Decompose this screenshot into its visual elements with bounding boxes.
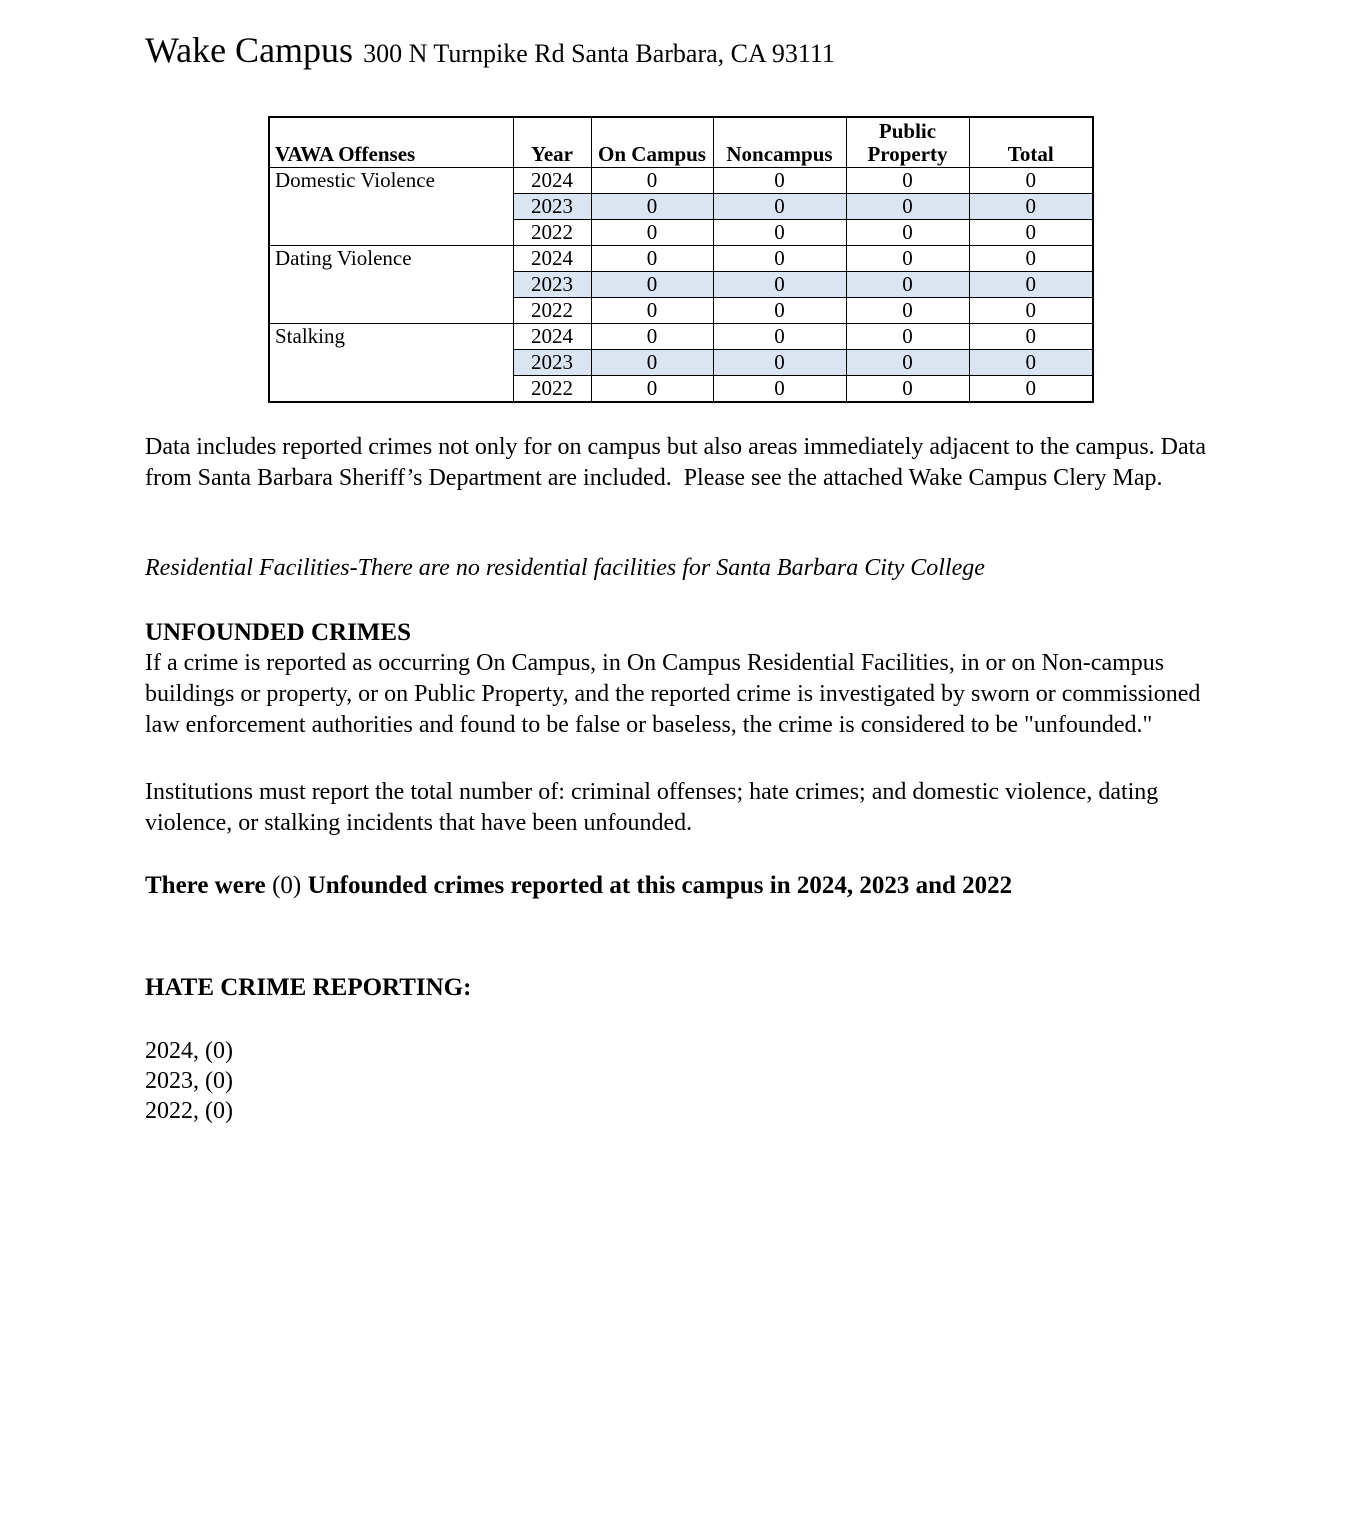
unfounded-definition: If a crime is reported as occurring On Campus, in On Campus Residential Facilities, in or on Non-campus buildings or property, or on Public Property, and the reported crime is investigated by sworn or commissioned law enforcement authorities and found to be false or baseless, the crime is considered to be "unfounded." [145,649,1201,738]
column-header-public-property: Public Property [846,117,969,167]
table-row [269,323,1093,349]
count-cell: 0 [846,271,969,297]
offense-cell-domestic-violence: Domestic Violence [269,167,513,245]
hate-crime-entry: 2024, (0) [145,1037,233,1064]
year-cell: 2023 [513,193,591,219]
count-cell: 0 [846,297,969,323]
column-header-total: Total [969,117,1093,167]
column-header-year: Year [513,117,591,167]
count-cell: 0 [969,375,1093,402]
count-cell: 0 [846,193,969,219]
column-header-vawa-offenses: VAWA Offenses [269,117,513,167]
count-cell: 0 [969,167,1093,193]
unfounded-statement [145,870,1212,901]
campus-name: Wake Campus [145,30,354,70]
column-header-on-campus: On Campus [591,117,713,167]
hate-crime-entry: 2022, (0) [145,1097,233,1124]
count-cell: 0 [713,219,846,245]
count-cell: 0 [969,349,1093,375]
year-cell: 2024 [513,167,591,193]
vawa-table-container [268,116,1212,403]
table-row [269,245,1093,271]
campus-address: 300 N Turnpike Rd Santa Barbara, CA 93111 [363,39,835,68]
statement-prefix: There were [145,871,266,899]
statement-count: (0) [272,871,302,899]
count-cell: 0 [969,219,1093,245]
offense-cell-dating-violence: Dating Violence [269,245,513,323]
vawa-offenses-table [268,116,1094,403]
year-cell: 2024 [513,323,591,349]
year-cell: 2024 [513,245,591,271]
statement-suffix: Unfounded crimes reported at this campus in 2024, 2023 and 2022 [307,871,1013,899]
offense-cell-stalking: Stalking [269,323,513,402]
count-cell: 0 [591,349,713,375]
residential-note: Residential Facilities-There are no residential facilities for Santa Barbara City College [145,554,985,581]
table-header-row [269,117,1093,167]
count-cell: 0 [969,297,1093,323]
count-cell: 0 [846,167,969,193]
count-cell: 0 [591,245,713,271]
unfounded-crimes-heading: UNFOUNDED CRIMES [145,618,411,646]
hate-crime-entry: 2023, (0) [145,1067,233,1094]
count-cell: 0 [591,297,713,323]
count-cell: 0 [591,193,713,219]
count-cell: 0 [846,323,969,349]
data-note: Data includes reported crimes not only for on campus but also areas immediately adjacent to the campus. Data from Santa Barbara Sheriff’s Department are included. Please see the attached Wake Campus Clery Map. [145,433,1212,491]
count-cell: 0 [969,323,1093,349]
count-cell: 0 [713,271,846,297]
year-cell: 2022 [513,219,591,245]
year-cell: 2022 [513,375,591,402]
hate-crime-entries [145,1036,1212,1126]
count-cell: 0 [591,219,713,245]
count-cell: 0 [713,245,846,271]
count-cell: 0 [969,193,1093,219]
count-cell: 0 [591,271,713,297]
year-cell: 2023 [513,349,591,375]
count-cell: 0 [969,245,1093,271]
count-cell: 0 [713,323,846,349]
count-cell: 0 [846,219,969,245]
count-cell: 0 [969,271,1093,297]
count-cell: 0 [846,375,969,402]
table-row [269,167,1093,193]
count-cell: 0 [713,167,846,193]
year-cell: 2023 [513,271,591,297]
page-title [145,28,1212,80]
count-cell: 0 [713,375,846,402]
hate-crime-heading: HATE CRIME REPORTING: [145,973,472,1001]
count-cell: 0 [591,375,713,402]
reporting-requirement: Institutions must report the total number of: criminal offenses; hate crimes; and domestic violence, dating violence, or stalking incidents that have been unfounded. [145,778,1159,836]
column-header-noncampus: Noncampus [713,117,846,167]
count-cell: 0 [713,193,846,219]
count-cell: 0 [713,349,846,375]
count-cell: 0 [846,245,969,271]
count-cell: 0 [591,323,713,349]
count-cell: 0 [846,349,969,375]
count-cell: 0 [591,167,713,193]
year-cell: 2022 [513,297,591,323]
count-cell: 0 [713,297,846,323]
